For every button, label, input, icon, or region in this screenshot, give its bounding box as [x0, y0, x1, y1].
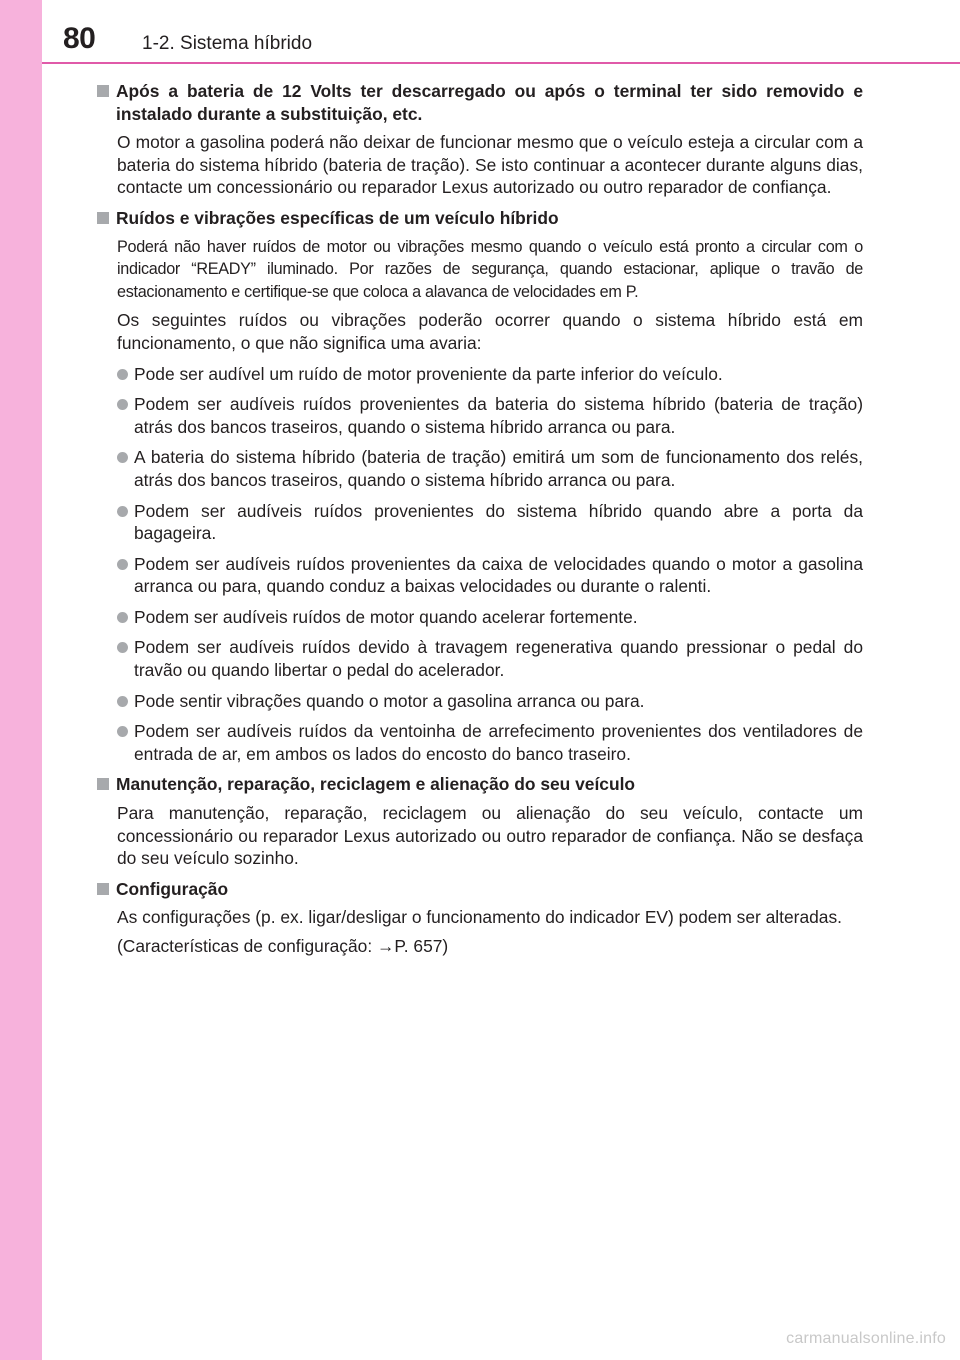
list-item-text: Podem ser audíveis ruídos provenientes do sistema híbrido quando abre a porta da bagageira. [134, 500, 863, 544]
paragraph: Os seguintes ruídos ou vibrações poderão ocorrer quando o sistema híbrido está em funcionamento, o que não significa uma avaria: [117, 310, 863, 353]
square-bullet-icon [97, 212, 109, 224]
list-item [117, 500, 863, 545]
paragraph: As configurações (p. ex. ligar/desligar o funcionamento do indicador EV) podem ser alteradas. [117, 907, 843, 928]
square-bullet-icon [97, 778, 109, 790]
list-item-text: Podem ser audíveis ruídos de motor quando acelerar fortemente. [134, 606, 638, 627]
paragraph: Para manutenção, reparação, reciclagem ou alienação do seu veículo, contacte um concessionário ou reparador Lexus autorizado ou outro reparador de confiança. Não se desfaça do seu veículo sozinho. [117, 803, 863, 869]
round-bullet-icon [117, 696, 128, 707]
list-item [117, 446, 863, 491]
list-item [117, 690, 863, 713]
section-heading [97, 878, 863, 901]
list-item [117, 606, 863, 629]
footer-watermark: carmanualsonline.info [786, 1330, 946, 1347]
list-item-text: Podem ser audíveis ruídos provenientes da bateria do sistema híbrido (bateria de tração) atrás dos bancos traseiros, quando o sistema híbrido arranca ou para. [134, 394, 863, 437]
side-tab-strip [0, 0, 42, 1360]
square-bullet-icon [97, 85, 109, 97]
round-bullet-icon [117, 642, 128, 653]
list-item-text: Podem ser audíveis ruídos da ventoinha de arrefecimento provenientes dos ventiladores de entrada de ar, em ambos os lados do encosto do banco traseiro. [134, 721, 863, 764]
list-item-text: Podem ser audíveis ruídos provenientes da caixa de velocidades quando o motor a gasolina arranca ou para, quando conduz a baixas velocidades ou durante o ralenti. [134, 553, 863, 597]
list-item-text: Podem ser audíveis ruídos devido à travagem regenerativa quando pressionar o pedal do travão ou quando libertar o pedal do acelerador. [134, 637, 863, 681]
paragraph: Poderá não haver ruídos de motor ou vibrações mesmo quando o veículo está pronto a circular com o indicador “READY” iluminado. Por razões de segurança, quando estacionar, aplique o travão de estacionamento e certifique-se que coloca a alavanca de velocidades em P. [117, 237, 863, 301]
round-bullet-icon [117, 399, 128, 410]
chapter-title: 1-2. Sistema híbrido [142, 33, 313, 54]
list-item-text: Pode ser audível um ruído de motor proveniente da parte inferior do veículo. [134, 363, 723, 384]
list-item-text: Pode sentir vibrações quando o motor a gasolina arranca ou para. [134, 690, 645, 711]
list-item-text: A bateria do sistema híbrido (bateria de tração) emitirá um som de funcionamento dos relés, atrás dos bancos traseiros, quando o sistema híbrido arranca ou para. [134, 447, 863, 490]
round-bullet-icon [117, 452, 128, 463]
page-reference: (Características de configuração: →P. 657) [117, 936, 449, 956]
list-item [117, 636, 863, 681]
list-item [117, 720, 863, 765]
section-heading [97, 80, 863, 125]
section-heading-text: Configuração [116, 878, 229, 899]
section-heading-text: Ruídos e vibrações específicas de um veículo híbrido [116, 207, 559, 228]
page-header [42, 0, 960, 62]
section-heading-text: Manutenção, reparação, reciclagem e alienação do seu veículo [116, 774, 636, 795]
square-bullet-icon [97, 883, 109, 895]
round-bullet-icon [117, 559, 128, 570]
list-item [117, 363, 863, 386]
round-bullet-icon [117, 726, 128, 737]
section-heading [97, 773, 863, 796]
round-bullet-icon [117, 506, 128, 517]
section-heading-text: Após a bateria de 12 Volts ter descarregado ou após o terminal ter sido removido e instalado durante a substituição, etc. [116, 81, 863, 124]
round-bullet-icon [117, 369, 128, 380]
list-item [117, 553, 863, 598]
round-bullet-icon [117, 612, 128, 623]
page-content [97, 80, 863, 958]
page-number: 80 [63, 22, 96, 55]
list-item [117, 393, 863, 438]
paragraph: O motor a gasolina poderá não deixar de funcionar mesmo que o veículo esteja a circular com a bateria do sistema híbrido (bateria de tração). Se isto continuar a acontecer durante alguns dias, contacte um concessionário ou reparador Lexus autorizado ou outro reparador de confiança. [117, 132, 863, 198]
header-divider [42, 62, 960, 64]
section-heading [97, 207, 863, 230]
